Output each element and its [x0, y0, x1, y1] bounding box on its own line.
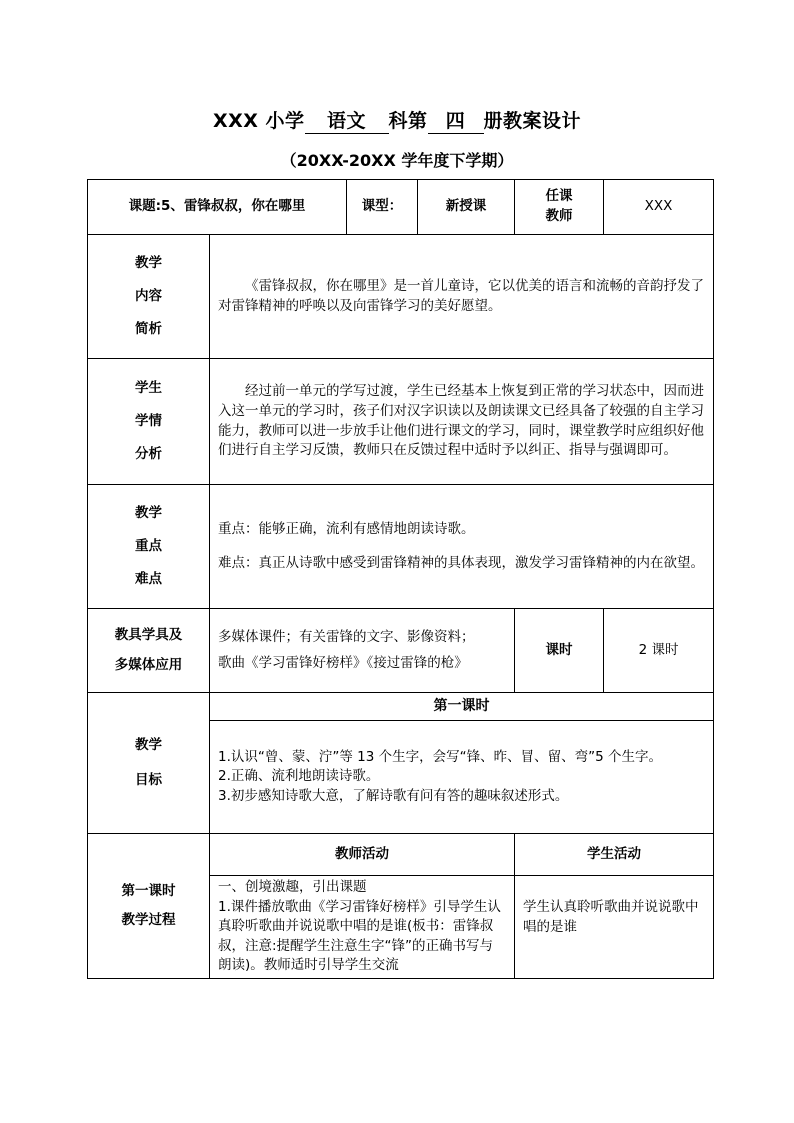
- page-subtitle: （20XX-20XX 学年度下学期）: [280, 151, 514, 170]
- label-line: 重点: [135, 537, 162, 554]
- objective-item: 2.正确、流利地朗读诗歌。: [218, 768, 380, 785]
- subject-blank: 语文: [305, 106, 389, 134]
- process-header-row: [88, 834, 714, 876]
- label-line: 简析: [135, 321, 162, 338]
- student-activity: 学生认真聆听歌曲并说说歌中唱的是谁: [515, 876, 714, 979]
- students-label: [88, 359, 210, 485]
- objective-item: 1.认识“曾、蒙、泞”等 13 个生字，会写“锋、昨、冒、留、弯”5 个生字。: [218, 748, 662, 765]
- media-text: [210, 609, 515, 693]
- key-point: 重点：能够正确，流利有感情地朗读诗歌。: [218, 520, 475, 537]
- objectives-label: [88, 693, 210, 834]
- objective-item: 3.初步感知诗歌大意，了解诗歌有问有答的趣味叙述形式。: [218, 787, 569, 804]
- school-name: XXX 小学: [212, 110, 305, 132]
- label-line: 多媒体应用: [114, 656, 183, 673]
- media-label: [88, 609, 210, 693]
- teacher-label: [515, 180, 604, 235]
- media-line2: 歌曲《学习雷锋好榜样》《接过雷锋的枪》: [218, 654, 468, 671]
- content-row: [88, 235, 714, 359]
- difficult-point: 难点：真正从诗歌中感受到雷锋精神的具体表现，激发学习雷锋精神的内在欲望。: [218, 554, 704, 571]
- objectives-heading: 第一课时: [210, 693, 714, 721]
- teacher-label-line1: 任课: [545, 188, 573, 205]
- page-title: [0, 106, 794, 134]
- volume-blank: 四: [428, 106, 484, 134]
- label-line: 教具学具及: [114, 627, 183, 644]
- teacher-activity: [210, 876, 515, 979]
- student-activity-header: 学生活动: [515, 834, 714, 876]
- label-line: 教学: [135, 254, 162, 271]
- students-text: 经过前一单元的学写过渡，学生已经基本上恢复到正常的学习状态中，因而进入这一单元的学习时，孩子们对汉字识读以及朗读课文已经具备了较强的自主学习能力，教师可以进一步放手让他们进行课文的学习，同时，课堂教学时应组织好他们进行自主学习反馈，教师只在反馈过程中适时予以纠正、指导与强调即可。: [210, 359, 714, 485]
- teacher-step-text: 1.课件播放歌曲《学习雷锋好榜样》引导学生认真聆听歌曲并说说歌中唱的是谁(板书：雷锋叔叔，注意:提醒学生注意生字“锋”的正确书写与朗读)。教师适时引导学生交流: [218, 898, 501, 974]
- lesson-type-label: 课型：: [347, 180, 418, 235]
- media-row: [88, 609, 714, 693]
- media-line1: 多媒体课件；有关雷锋的文字、影像资料；: [218, 628, 475, 645]
- objectives-list: [210, 721, 714, 834]
- label-line: 第一课时: [121, 882, 176, 899]
- label-line: 分析: [135, 446, 162, 463]
- keypoints-label: [88, 485, 210, 609]
- title-part2: 册教案设计: [483, 110, 582, 132]
- label-line: 学生: [135, 379, 162, 396]
- title-part1: 科第: [388, 110, 428, 132]
- process-label: [88, 834, 210, 979]
- label-line: 内容: [135, 287, 162, 304]
- lesson-title-cell: 课题:5、雷锋叔叔，你在哪里: [88, 180, 347, 235]
- teacher-activity-header: 教师活动: [210, 834, 515, 876]
- period-label: 课时: [515, 609, 604, 693]
- label-line: 学情: [135, 412, 162, 429]
- period-value: 2 课时: [604, 609, 714, 693]
- label-line: 教学: [135, 736, 162, 753]
- keypoints-text: [210, 485, 714, 609]
- teacher-value: XXX: [604, 180, 714, 235]
- teacher-step-heading: 一、创境激趣，引出课题: [218, 879, 367, 895]
- students-row: [88, 359, 714, 485]
- teacher-label-line2: 教师: [545, 208, 573, 224]
- keypoints-row: [88, 485, 714, 609]
- lesson-type-value: 新授课: [418, 180, 515, 235]
- label-line: 目标: [135, 772, 162, 788]
- objectives-heading-row: [88, 693, 714, 721]
- content-label: [88, 235, 210, 359]
- label-line: 难点: [135, 571, 162, 588]
- content-text: 《雷锋叔叔，你在哪里》是一首儿童诗，它以优美的语言和流畅的音韵抒发了对雷锋精神的呼唤以及向雷锋学习的美好愿望。: [210, 235, 714, 359]
- lesson-plan-table: [87, 179, 714, 979]
- label-line: 教学: [135, 504, 162, 521]
- header-row: [88, 180, 714, 235]
- label-line: 教学过程: [121, 912, 176, 928]
